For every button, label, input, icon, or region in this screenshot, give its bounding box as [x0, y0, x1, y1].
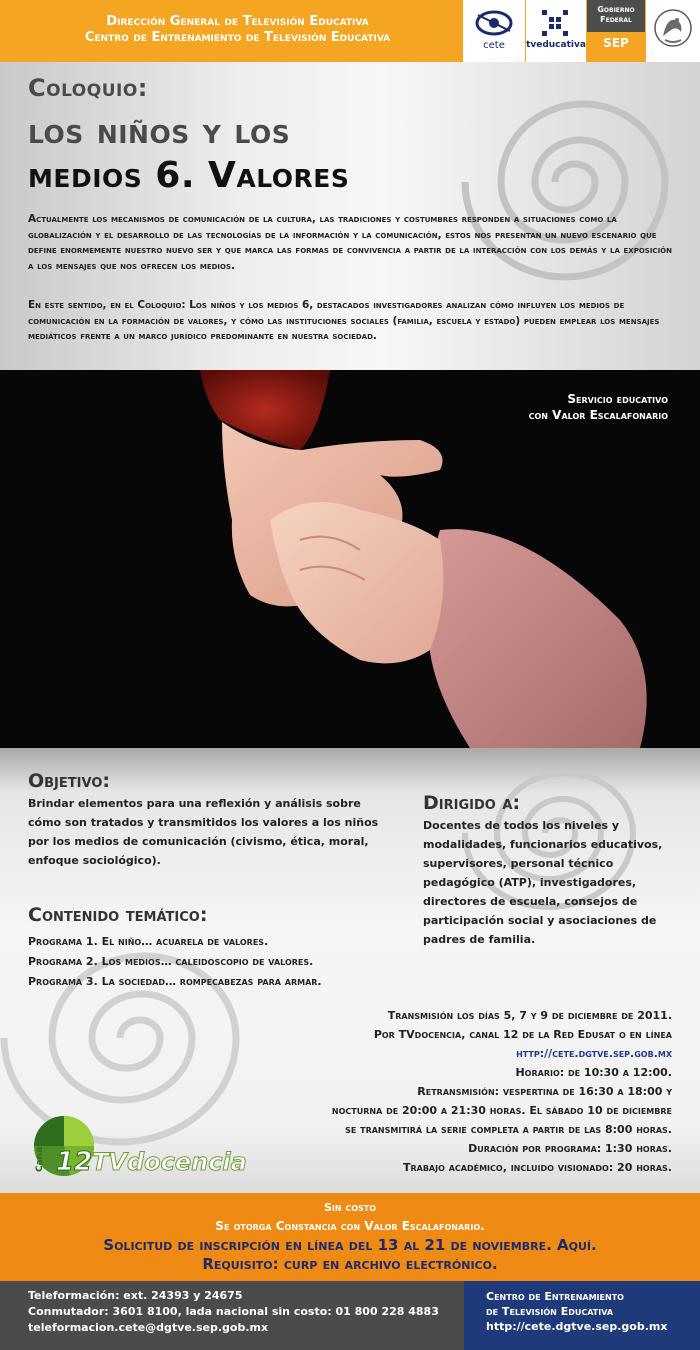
requirement-label: Requisito: curp en archivo electrónico. [202, 1255, 498, 1273]
tvdocencia-number: 12 [56, 1147, 93, 1176]
program-list [28, 932, 322, 992]
cete-footer-line-2: de Televisión Educativa [486, 1305, 614, 1318]
header-titles [0, 14, 475, 46]
details-section [0, 748, 700, 1193]
tvdocencia-logo-icon [30, 1116, 250, 1176]
swirl-decoration-icon [440, 62, 700, 312]
objetivo-heading: Objetivo: [28, 770, 110, 792]
gobierno-federal-label [587, 0, 645, 32]
cete-logo [463, 0, 525, 62]
federal-label: Federal [600, 15, 632, 24]
schedule-info [192, 1006, 672, 1177]
schedule-url-link[interactable]: http://cete.dgtve.sep.gob.mx [516, 1047, 672, 1060]
schedule-night: nocturna de 20:00 a 21:30 horas. El sábado 10 de diciembre [331, 1104, 672, 1117]
mexico-seal-logo [646, 0, 700, 62]
title-line-2: los niños y los [28, 111, 291, 152]
contact-info [0, 1281, 464, 1350]
program-item: Programa 3. La sociedad… rompecabezas para armar. [28, 975, 322, 988]
contact-email-link[interactable]: teleformacion.cete@dgtve.sep.gob.mx [28, 1321, 269, 1334]
conmutador-phone: Conmutador: 3601 8100, lada nacional sin costo: 01 800 228 4883 [28, 1305, 439, 1318]
contenido-heading: Contenido temático: [28, 904, 208, 926]
service-line-2: con Valor Escalafonario [528, 408, 668, 422]
header-bar [0, 0, 700, 62]
tveducativa-pixel-icon [540, 8, 572, 38]
holding-hands-illustration [0, 370, 700, 748]
registration-link[interactable]: Solicitud de inscripción en línea del 13 al 21 de noviembre. Aquí. [103, 1236, 597, 1254]
gobierno-label: Gobierno [597, 5, 635, 14]
cete-eye-icon [475, 10, 513, 36]
service-badge [529, 391, 668, 423]
schedule-academic-work: Trabajo académico, incluido visionado: 20 horas. [402, 1161, 672, 1174]
intro-paragraph-2: En este sentido, en el Coloquio: Los niños y los medios 6, destacados investigadores analizan cómo influyen los medios de comunicación en la formación de valores, y cómo las instituciones sociales (familia, escuela y estado) pueden emplear los mensajes mediáticos frente a un marco jurídico predominante en nuestra sociedad. [28, 299, 660, 342]
teleformacion-ext: Teleformación: ext. 24393 y 24675 [28, 1289, 243, 1302]
schedule-rebroadcast: Retransmisión: vespertina de 16:30 a 18:00 y [417, 1085, 672, 1098]
objetivo-text: Brindar elementos para una reflexión y análisis sobre cómo son tratados y transmitidos los valores a los niños por los medios de comunicación (civismo, ética, moral, enfoque sociológico). [28, 797, 379, 867]
tveducativa-logo [526, 0, 586, 62]
tvdocencia-canal-label: Canal [35, 1143, 45, 1172]
hands-photo [0, 370, 700, 748]
program-item: Programa 1. El niño… acuarela de valores. [28, 935, 269, 948]
mexico-eagle-seal-icon [653, 6, 693, 56]
cete-footer-line-1: Centro de Entrenamiento [486, 1290, 624, 1303]
dirigido-heading: Dirigido a: [423, 792, 521, 814]
header-line-1: Dirección General de Televisión Educativa [106, 14, 369, 29]
intro-paragraph-1: Actualmente los mecanismos de comunicación de la cultura, las tradiciones y costumbres responden a situaciones como la globalización y el desarrollo de las tecnologías de la información y la comunicación, estos nos presentan un nuevo escenario que define enormemente nuestro nuevo ser y que marca las formas de convivencia a partir de la interacción con los demás y la exposición a los mensajes que nos ofrecen los medios. [28, 213, 672, 272]
tvdocencia-brand: TVdocencia [92, 1148, 247, 1176]
schedule-hours: Horario: de 10:30 a 12:00. [515, 1066, 672, 1079]
header-line-2: Centro de Entrenamiento de Televisión Educativa [84, 30, 391, 45]
cete-footer [464, 1281, 700, 1350]
sep-logo [587, 0, 645, 62]
program-item: Programa 2. Los medios… caleidoscopio de valores. [28, 955, 314, 968]
title-coloquio: Coloquio: [28, 74, 148, 102]
service-line-1: Servicio educativo [567, 392, 668, 406]
tveducativa-logo-label: tveducativa [526, 40, 586, 50]
cete-footer-url-link[interactable]: http://cete.dgtve.sep.gob.mx [486, 1320, 668, 1333]
schedule-channel: Por TVdocencia, canal 12 de la Red Edusat o en línea [373, 1028, 672, 1041]
schedule-full-series: se transmitirá la serie completa a partir de las 8:00 horas. [345, 1123, 672, 1136]
registration-banner [0, 1193, 700, 1281]
schedule-dates: Transmisión los días 5, 7 y 9 de diciembre de 2011. [387, 1009, 672, 1022]
title-line-3: medios 6. Valores [28, 155, 350, 196]
constancia-label: Se otorga Constancia con Valor Escalafonario. [215, 1219, 485, 1233]
cost-label: Sin costo [323, 1201, 377, 1214]
intro-section [0, 62, 700, 370]
cete-logo-label: cete [483, 40, 505, 51]
schedule-duration: Duración por programa: 1:30 horas. [468, 1142, 672, 1155]
sep-label: SEP [603, 36, 629, 50]
dirigido-text: Docentes de todos los niveles y modalidades, funcionarios educativos, supervisores, personal técnico pedagógico (ATP), investigadores, directores de escuela, consejos de participación social y asociaciones de padres de familia. [423, 819, 663, 946]
